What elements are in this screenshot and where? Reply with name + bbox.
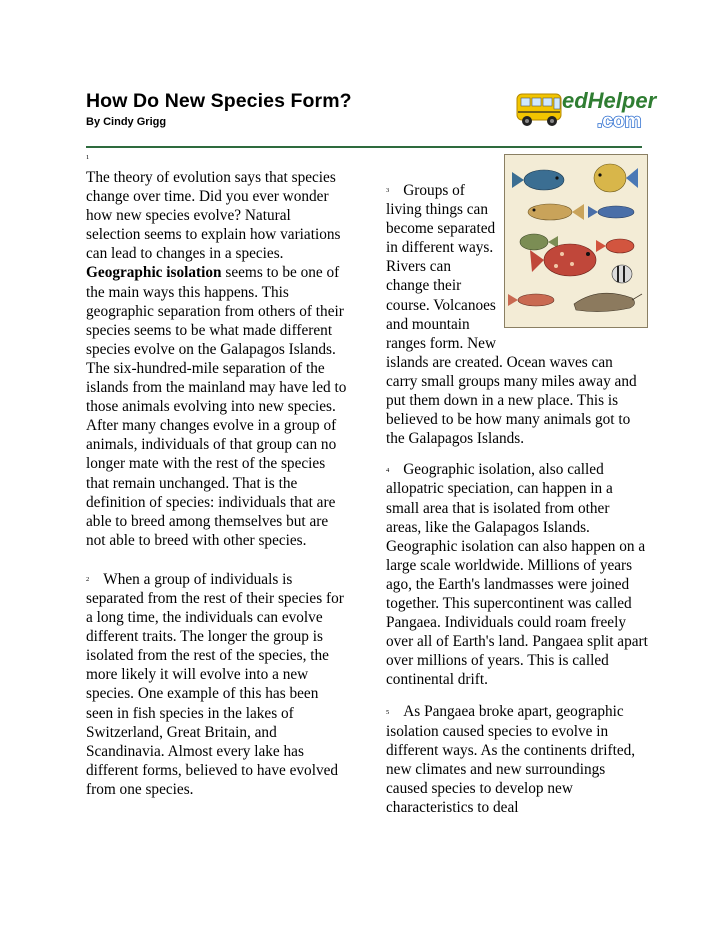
paragraph-number: 5 <box>386 708 390 716</box>
column-left <box>86 154 348 799</box>
column-right <box>386 154 648 817</box>
logo-text-main: edHelper <box>562 88 657 113</box>
paragraph-number: 3 <box>386 187 390 195</box>
paragraph-2 <box>86 570 348 799</box>
paragraph-text: As Pangaea broke apart, geographic isolation caused species to evolve in different ways. As the continents drifted, new climates and new surroundings caused species to develop new characteristics to deal <box>386 703 636 816</box>
logo-text-sub: .com <box>597 111 642 132</box>
paragraph-text: Groups of living things can become separated in different ways. Rivers can change their course. Volcanoes and mountain ranges form. New islands are created. Ocean waves can carry small groups many miles away and put them down in a new place. This is believed to be how many animals got to the Galapagos Islands. <box>386 182 637 448</box>
fish-icon <box>612 265 632 283</box>
paragraph-4 <box>386 460 648 689</box>
school-bus-icon <box>517 94 561 126</box>
byline: By Cindy Grigg <box>86 116 167 128</box>
key-term: Geographic isolation <box>86 264 222 282</box>
header-divider <box>86 146 642 148</box>
edhelper-logo[interactable] <box>514 84 657 134</box>
paragraph-number: 2 <box>86 576 90 584</box>
paragraph-number: 4 <box>386 466 390 474</box>
fish-illustration <box>504 154 648 328</box>
paragraph-5 <box>386 702 648 817</box>
paragraph-text: When a group of individuals is separated from the rest of their species for a long time, the individuals can evolve different traits. The longer the group is isolated from the rest of the species, the more likely it will evolve into a new species. One example of this has been seen in fish species in the lakes of Switzerland, Great Britain, and Scandinavia. Almost every lake has different forms, believed to have evolved from one species. <box>86 570 344 798</box>
paragraph-number: 1 <box>86 154 90 161</box>
paragraph-text: Geographic isolation, also called allopatric speciation, can happen in a small area that is isolated from other areas, like the Galapagos Islands. Geographic isolation can also happen on a large scale worldwide. Millions of years ago, the Earth's landmasses were joined together. This supercontinent was called Pangaea. Individuals could roam freely over all of Earth's land. Pangaea split apart over millions of years. This is called continental drift. <box>386 461 648 689</box>
paragraph-text: seems to be one of the main ways this happens. This geographic separation from others of their species seems to be what made different species evolve on the Galapagos Islands. The six-hundred-mile separation of the islands from the mainland may have led to those animals evolving into new species. After many changes evolve in a group of animals, individuals of that group can no longer mate with the rest of the species that remain unchanged. That is the definition of species: individuals that are able to breed among themselves but are not able to breed with other species. <box>86 264 347 549</box>
paragraph-1 <box>86 154 348 550</box>
page-title: How Do New Species Form? <box>86 90 352 112</box>
paragraph-text: The theory of evolution says that species change over time. Did you ever wonder how new species evolve? Natural selection seems to explain how variations can lead to changes in a species. <box>86 169 341 263</box>
